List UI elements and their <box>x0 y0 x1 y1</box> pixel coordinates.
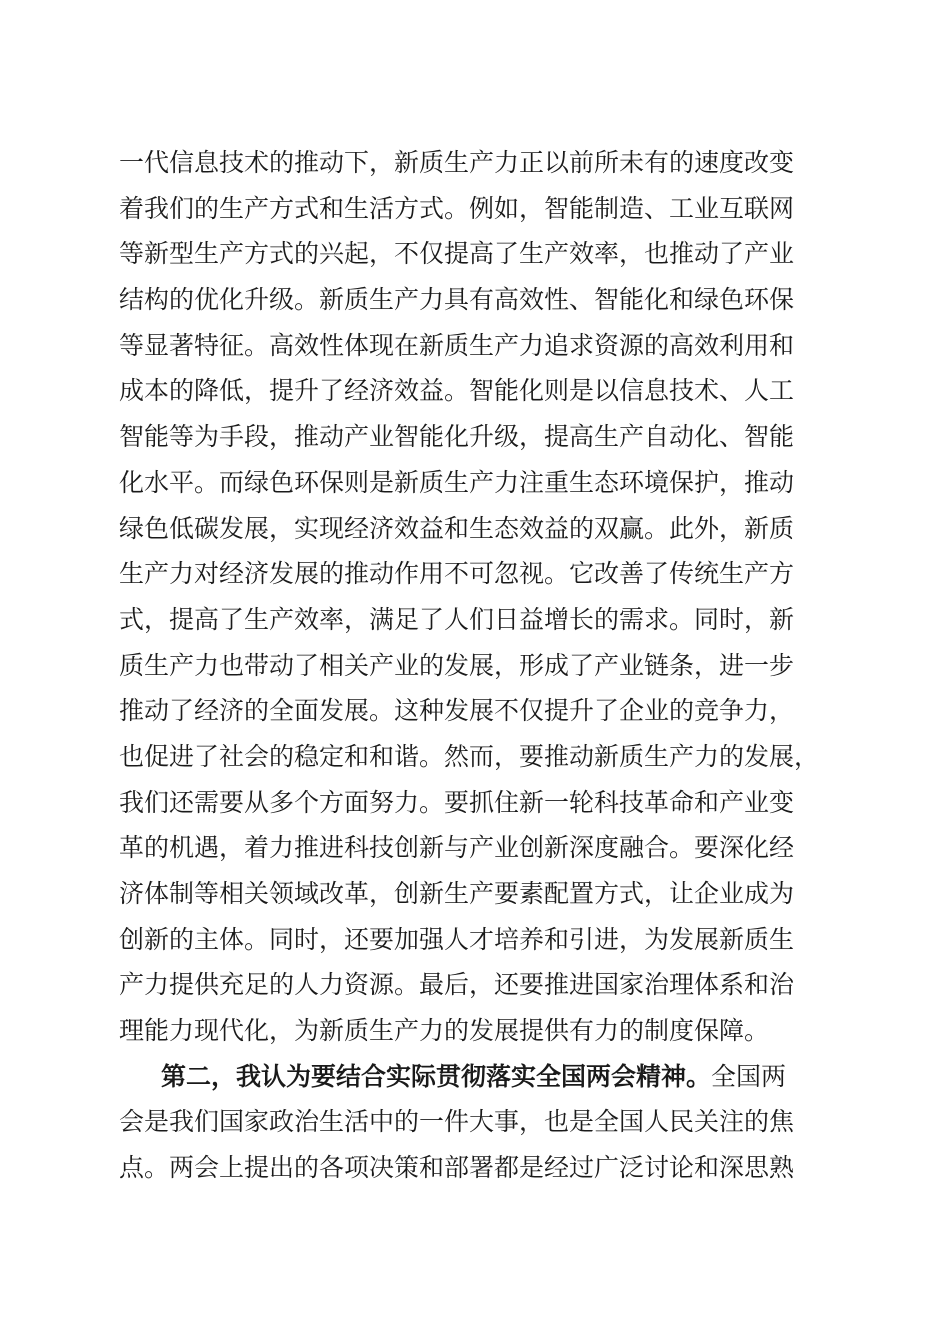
text-line: 我们还需要从多个方面努力。要抓住新一轮科技革命和产业变 <box>119 787 795 817</box>
text-line: 推动了经济的全面发展。这种发展不仅提升了企业的竞争力， <box>119 696 795 726</box>
text-line: 成本的降低，提升了经济效益。智能化则是以信息技术、人工 <box>119 376 795 406</box>
text-line: 创新的主体。同时，还要加强人才培养和引进，为发展新质生 <box>119 924 795 954</box>
text-line: 一代信息技术的推动下，新质生产力正以前所未有的速度改变 <box>119 148 795 177</box>
text-line: 产力提供充足的人力资源。最后，还要推进国家治理体系和治 <box>119 970 795 1000</box>
text-line: 理能力现代化，为新质生产力的发展提供有力的制度保障。 <box>119 1016 770 1046</box>
paragraph-two-first-line <box>119 1054 839 1100</box>
text-line: 绿色低碳发展，实现经济效益和生态效益的双赢。此外，新质 <box>119 513 795 543</box>
text-line: 智能等为手段，推动产业智能化升级，提高生产自动化、智能 <box>119 422 795 452</box>
text-line: 生产力对经济发展的推动作用不可忽视。它改善了传统生产方 <box>119 559 795 589</box>
text-line: 等新型生产方式的兴起，不仅提高了生产效率，也推动了产业 <box>119 239 795 269</box>
paragraph-lead-phrase: 第二，我认为要结合实际贯彻落实全国两会精神。 <box>161 1061 712 1091</box>
text-line: 式，提高了生产效率，满足了人们日益增长的需求。同时，新 <box>119 604 795 634</box>
text-line: 结构的优化升级。新质生产力具有高效性、智能化和绿色环保 <box>119 285 795 315</box>
text-line: 会是我们国家政治生活中的一件大事，也是全国人民关注的焦 <box>119 1107 795 1137</box>
text-line: 革的机遇，着力推进科技创新与产业创新深度融合。要深化经 <box>119 833 795 863</box>
text-line: 等显著特征。高效性体现在新质生产力追求资源的高效利用和 <box>119 330 795 360</box>
text-line: 济体制等相关领域改革，创新生产要素配置方式，让企业成为 <box>119 879 795 908</box>
text-line: 着我们的生产方式和生活方式。例如，智能制造、工业互联网 <box>119 193 795 223</box>
text-line: 点。两会上提出的各项决策和部署都是经过广泛讨论和深思熟 <box>119 1153 795 1183</box>
text-line: 质生产力也带动了相关产业的发展，形成了产业链条，进一步 <box>119 650 795 680</box>
text-line: 也促进了社会的稳定和和谐。然而，要推动新质生产力的发展， <box>119 741 820 771</box>
paragraph-two-line-rest: 全国两 <box>711 1061 787 1091</box>
text-line: 化水平。而绿色环保则是新质生产力注重生态环境保护，推动 <box>119 467 795 497</box>
body-text <box>119 140 839 1191</box>
